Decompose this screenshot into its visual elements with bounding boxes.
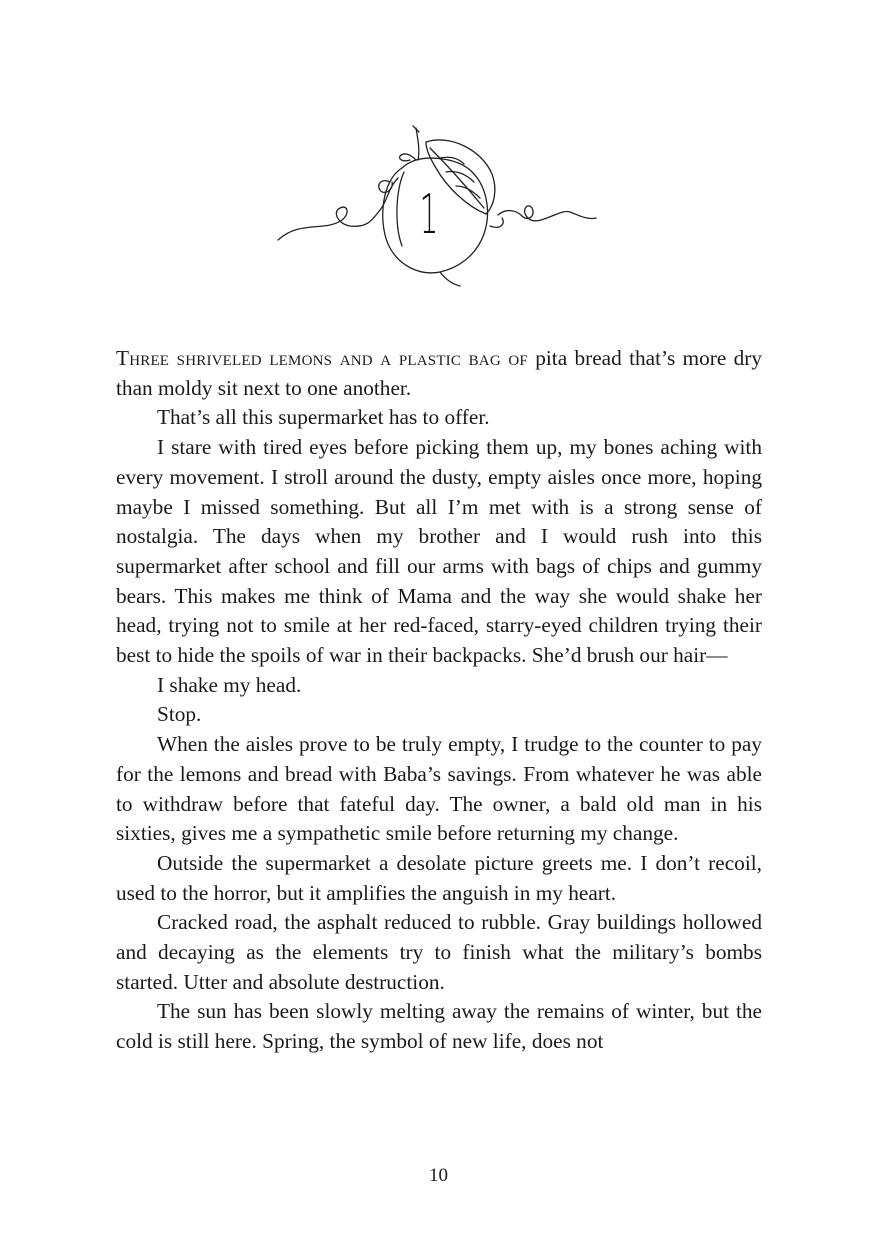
paragraph: Outside the supermarket a desolate picture greets me. I don’t recoil, used to the horror, but it amplifies the anguish in my heart. (116, 850, 762, 905)
paragraph (116, 344, 762, 403)
paragraph-text: pita bread that’s more dry than moldy sit next to one another. (116, 346, 762, 400)
paragraph: The sun has been slowly melting away the remains of winter, but the cold is still here. Spring, the symbol of new life, does not (116, 999, 762, 1054)
paragraph: When the aisles prove to be truly empty, I trudge to the counter to pay for the lemons and bread with Baba’s savings. From whatever he was able to withdraw before that fateful day. The owner, a bald old man in his sixties, gives me a sympathetic smile before returning my change. (116, 732, 762, 846)
chapter-number: 1 (419, 183, 439, 246)
opening-smallcaps: Three shriveled lemons and a plastic bag of (116, 346, 528, 370)
paragraph: Stop. (157, 702, 202, 727)
page-number: 10 (429, 1165, 448, 1186)
paragraph: That’s all this supermarket has to offer. (157, 405, 490, 430)
paragraph: I stare with tired eyes before picking them up, my bones aching with every movement. I stroll around the dusty, empty aisles once more, hoping maybe I missed something. But all I’m met with is a strong sense of nostalgia. The days when my brother and I would rush into this supermarket after school and fill our arms with bags of chips and gummy bears. This makes me think of Mama and the way she would shake her head, trying not to smile at her red-faced, starry-eyed children trying their best to hide the spoils of war in their backpacks. She’d brush our hair— (116, 435, 762, 668)
chapter-body (116, 344, 762, 1057)
paragraph: I shake my head. (157, 672, 302, 697)
paragraph: Cracked road, the asphalt reduced to rubble. Gray buildings hollowed and decaying as the elements try to finish what the military’s bombs started. Utter and absolute destruction. (116, 910, 762, 994)
